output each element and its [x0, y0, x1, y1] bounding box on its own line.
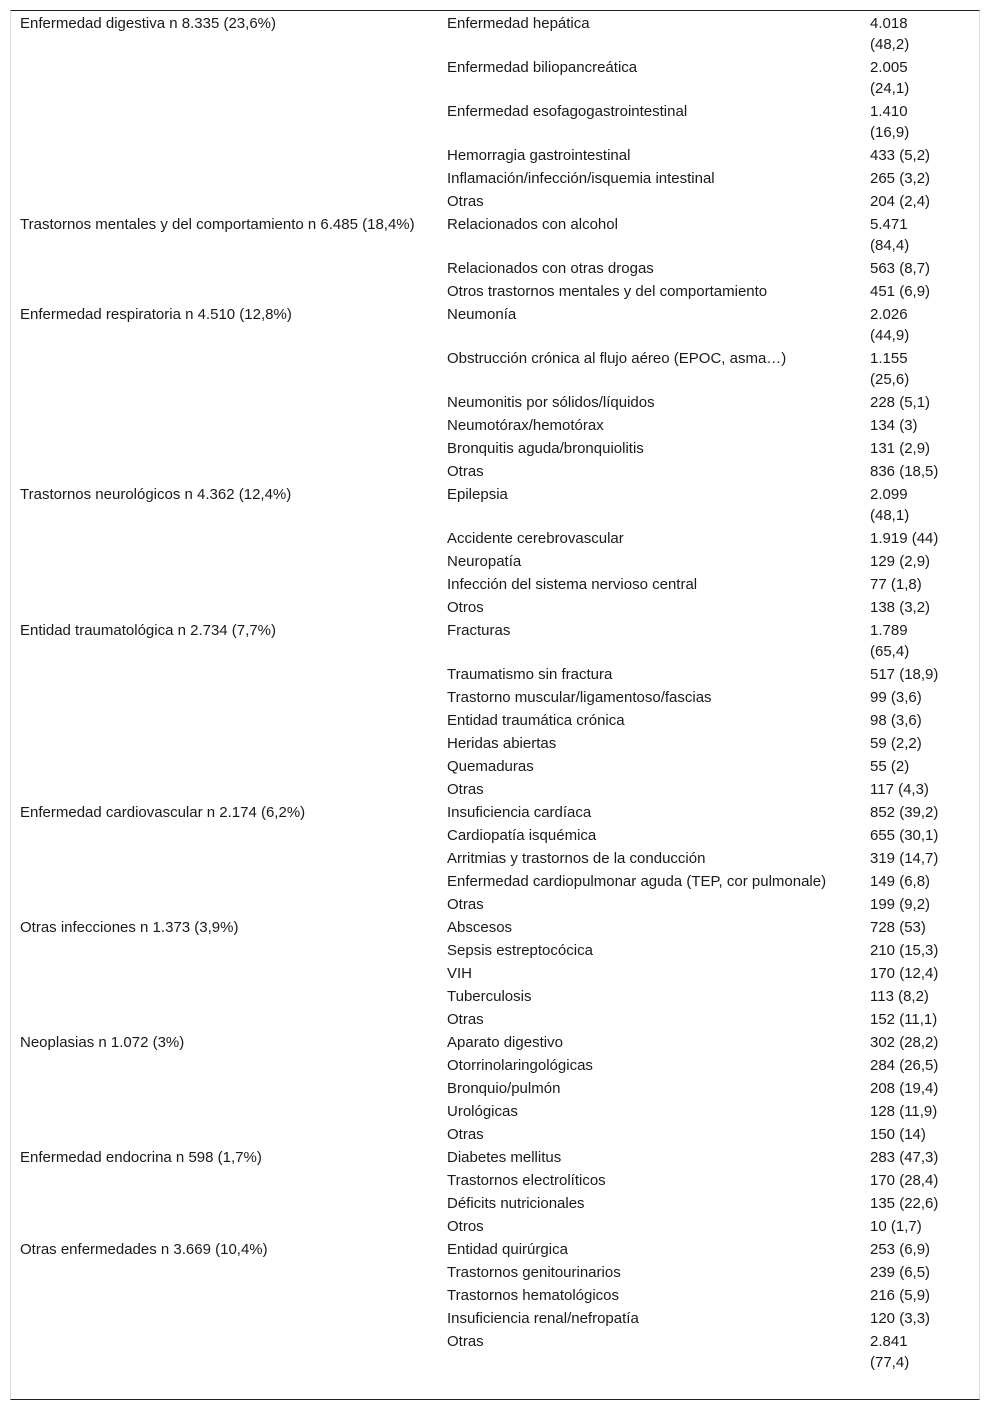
subcategory-cell: Otros trastornos mentales y del comportamiento [447, 283, 768, 300]
value-cell: 1.919 (44) [870, 530, 939, 547]
subcategory-cell: Enfermedad biliopancreática [447, 59, 638, 76]
value-cell: 138 (3,2) [870, 599, 931, 616]
value-cell: 1.789 (65,4) [870, 622, 910, 660]
subcategory-cell: Enfermedad hepática [447, 15, 590, 32]
subcategory-cell: Arritmias y trastornos de la conducción [447, 850, 706, 867]
subcategory-cell: Aparato digestivo [447, 1034, 563, 1051]
subcategory-cell: Déficits nutricionales [447, 1195, 585, 1212]
value-cell: 208 (19,4) [870, 1080, 939, 1097]
subcategory-cell: Relacionados con otras drogas [447, 260, 654, 277]
value-cell: 10 (1,7) [870, 1218, 922, 1235]
category-cell: Neoplasias n 1.072 (3%) [20, 1034, 185, 1051]
value-cell: 5.471 (84,4) [870, 216, 910, 254]
value-cell: 2.026 (44,9) [870, 306, 910, 344]
category-cell: Entidad traumatológica n 2.734 (7,7%) [20, 622, 276, 639]
subcategory-cell: Trastornos hematológicos [447, 1287, 620, 1304]
value-cell: 131 (2,9) [870, 440, 931, 457]
value-cell: 563 (8,7) [870, 260, 931, 277]
value-cell: 836 (18,5) [870, 463, 939, 480]
subcategory-cell: Otras [447, 1333, 484, 1350]
value-cell: 113 (8,2) [870, 988, 929, 1005]
subcategory-cell: Urológicas [447, 1103, 518, 1120]
value-cell: 77 (1,8) [870, 576, 922, 593]
subcategory-cell: Enfermedad esofagogastrointestinal [447, 103, 688, 120]
subcategory-cell: Otros [447, 1218, 484, 1235]
subcategory-cell: Bronquitis aguda/bronquiolitis [447, 440, 644, 457]
table-row [10, 1032, 980, 1055]
subcategory-cell: VIH [447, 965, 473, 982]
subcategory-cell: Otras [447, 463, 484, 480]
subcategory-cell: Accidente cerebrovascular [447, 530, 624, 547]
value-cell: 319 (14,7) [870, 850, 939, 867]
value-cell: 2.099 (48,1) [870, 486, 910, 524]
value-cell: 253 (6,9) [870, 1241, 931, 1258]
value-cell: 239 (6,5) [870, 1264, 931, 1281]
value-cell: 129 (2,9) [870, 553, 931, 570]
value-cell: 1.410 (16,9) [870, 103, 910, 141]
subcategory-cell: Otras [447, 1011, 484, 1028]
value-cell: 655 (30,1) [870, 827, 939, 844]
value-cell: 1.155 (25,6) [870, 350, 910, 388]
value-cell: 433 (5,2) [870, 147, 931, 164]
category-cell: Enfermedad respiratoria n 4.510 (12,8%) [20, 306, 292, 323]
value-cell: 2.841 (77,4) [870, 1333, 910, 1371]
subcategory-cell: Trastornos genitourinarios [447, 1264, 621, 1281]
table-row [10, 917, 980, 940]
subcategory-cell: Insuficiencia cardíaca [447, 804, 592, 821]
subcategory-cell: Quemaduras [447, 758, 534, 775]
value-cell: 150 (14) [870, 1126, 926, 1143]
subcategory-cell: Otras [447, 1126, 484, 1143]
table-row [10, 802, 980, 825]
category-cell: Otras enfermedades n 3.669 (10,4%) [20, 1241, 268, 1258]
value-cell: 852 (39,2) [870, 804, 939, 821]
value-cell: 59 (2,2) [870, 735, 922, 752]
table-row [10, 304, 980, 348]
value-cell: 2.005 (24,1) [870, 59, 910, 97]
category-cell: Otras infecciones n 1.373 (3,9%) [20, 919, 239, 936]
diagnosis-table-frame [10, 10, 980, 1400]
value-cell: 204 (2,4) [870, 193, 931, 210]
subcategory-cell: Enfermedad cardiopulmonar aguda (TEP, cor pulmonale) [447, 873, 827, 890]
subcategory-cell: Infección del sistema nervioso central [447, 576, 698, 593]
category-cell: Enfermedad endocrina n 598 (1,7%) [20, 1149, 262, 1166]
value-cell: 302 (28,2) [870, 1034, 939, 1051]
value-cell: 134 (3) [870, 417, 918, 434]
table-row [10, 484, 980, 528]
value-cell: 728 (53) [870, 919, 926, 936]
category-cell: Trastornos mentales y del comportamiento n 6.485 (18,4%) [20, 216, 415, 233]
subcategory-cell: Tuberculosis [447, 988, 532, 1005]
subcategory-cell: Sepsis estreptocócica [447, 942, 593, 959]
value-cell: 4.018 (48,2) [870, 15, 910, 53]
category-cell: Enfermedad digestiva n 8.335 (23,6%) [20, 15, 276, 32]
value-cell: 517 (18,9) [870, 666, 939, 683]
subcategory-cell: Otros [447, 599, 484, 616]
value-cell: 152 (11,1) [870, 1011, 938, 1028]
value-cell: 265 (3,2) [870, 170, 931, 187]
category-cell: Trastornos neurológicos n 4.362 (12,4%) [20, 486, 292, 503]
subcategory-cell: Neumonitis por sólidos/líquidos [447, 394, 655, 411]
subcategory-cell: Otras [447, 896, 484, 913]
value-cell: 99 (3,6) [870, 689, 922, 706]
table-row [10, 620, 980, 664]
value-cell: 120 (3,3) [870, 1310, 931, 1327]
subcategory-cell: Abscesos [447, 919, 513, 936]
category-cell: Enfermedad cardiovascular n 2.174 (6,2%) [20, 804, 306, 821]
subcategory-cell: Trastornos electrolíticos [447, 1172, 606, 1189]
value-cell: 117 (4,3) [870, 781, 929, 798]
value-cell: 55 (2) [870, 758, 910, 775]
table-row [10, 1239, 980, 1262]
table-row [10, 1147, 980, 1170]
subcategory-cell: Entidad traumática crónica [447, 712, 625, 729]
subcategory-cell: Neumotórax/hemotórax [447, 417, 604, 434]
subcategory-cell: Neumonía [447, 306, 517, 323]
value-cell: 283 (47,3) [870, 1149, 939, 1166]
value-cell: 170 (12,4) [870, 965, 939, 982]
value-cell: 98 (3,6) [870, 712, 922, 729]
subcategory-cell: Traumatismo sin fractura [447, 666, 613, 683]
table-row [10, 13, 980, 57]
value-cell: 170 (28,4) [870, 1172, 939, 1189]
subcategory-cell: Relacionados con alcohol [447, 216, 618, 233]
value-cell: 199 (9,2) [870, 896, 931, 913]
subcategory-cell: Heridas abiertas [447, 735, 557, 752]
subcategory-cell: Trastorno muscular/ligamentoso/fascias [447, 689, 712, 706]
subcategory-cell: Obstrucción crónica al flujo aéreo (EPOC, asma…) [447, 350, 787, 367]
subcategory-cell: Diabetes mellitus [447, 1149, 562, 1166]
diagnosis-table-body [10, 13, 980, 1375]
value-cell: 135 (22,6) [870, 1195, 939, 1212]
value-cell: 216 (5,9) [870, 1287, 931, 1304]
subcategory-cell: Entidad quirúrgica [447, 1241, 568, 1258]
subcategory-cell: Otras [447, 193, 484, 210]
subcategory-cell: Insuficiencia renal/nefropatía [447, 1310, 639, 1327]
value-cell: 284 (26,5) [870, 1057, 939, 1074]
subcategory-cell: Inflamación/infección/isquemia intestinal [447, 170, 715, 187]
subcategory-cell: Epilepsia [447, 486, 508, 503]
subcategory-cell: Hemorragia gastrointestinal [447, 147, 631, 164]
value-cell: 451 (6,9) [870, 283, 931, 300]
subcategory-cell: Bronquio/pulmón [447, 1080, 561, 1097]
value-cell: 228 (5,1) [870, 394, 931, 411]
subcategory-cell: Cardiopatía isquémica [447, 827, 597, 844]
value-cell: 128 (11,9) [870, 1103, 938, 1120]
subcategory-cell: Otras [447, 781, 484, 798]
value-cell: 149 (6,8) [870, 873, 931, 890]
diagnosis-table [10, 13, 980, 1375]
subcategory-cell: Fracturas [447, 622, 511, 639]
subcategory-cell: Neuropatía [447, 553, 522, 570]
subcategory-cell: Otorrinolaringológicas [447, 1057, 593, 1074]
table-row [10, 214, 980, 258]
value-cell: 210 (15,3) [870, 942, 939, 959]
